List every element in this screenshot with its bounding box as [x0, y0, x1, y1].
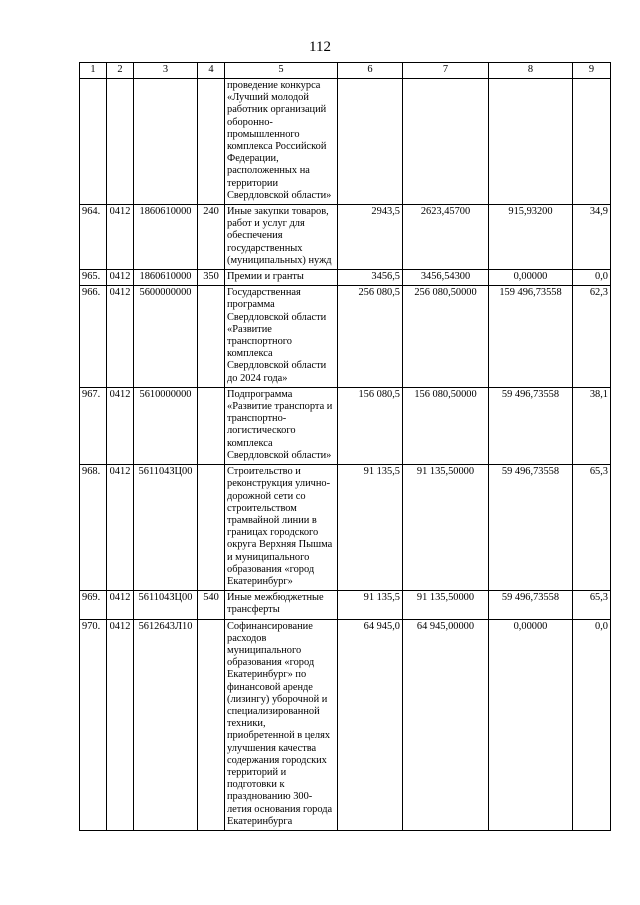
executed-amount — [489, 79, 573, 205]
planned-amount: 91 135,5 — [338, 465, 403, 591]
execution-percent: 34,9 — [573, 205, 611, 270]
item-name: Подпрограмма «Развитие транспорта и транспортно-логистического комплекса Свердловской области» — [225, 387, 338, 464]
execution-percent: 62,3 — [573, 286, 611, 388]
planned-amount: 2943,5 — [338, 205, 403, 270]
row-number — [80, 79, 107, 205]
expense-type-code — [198, 619, 225, 830]
row-number: 964. — [80, 205, 107, 270]
planned-amount: 3456,5 — [338, 270, 403, 286]
item-name: Софинансирование расходов муниципального образования «город Екатеринбург» по финансовой аренде (лизингу) уборочной и специализированной техники, приобретенной в целях улучшения качества содержания городских территорий и подготовки к празднованию 300-летия основания города Екатеринбурга — [225, 619, 338, 830]
table-row — [80, 205, 611, 270]
target-code: 1860610000 — [134, 205, 198, 270]
executed-amount: 59 496,73558 — [489, 387, 573, 464]
section-code: 0412 — [107, 619, 134, 830]
table-row — [80, 79, 611, 205]
col-header: 4 — [198, 63, 225, 79]
approved-amount: 156 080,50000 — [403, 387, 489, 464]
item-name: Иные закупки товаров, работ и услуг для обеспечения государственных (муниципальных) нужд — [225, 205, 338, 270]
item-name: Премии и гранты — [225, 270, 338, 286]
planned-amount — [338, 79, 403, 205]
executed-amount: 159 496,73558 — [489, 286, 573, 388]
item-name: Строительство и реконструкция улично-дорожной сети со строительством трамвайной линии в границах городского округа Верхняя Пышма и муниципального образования «город Екатеринбург» — [225, 465, 338, 591]
target-code: 5600000000 — [134, 286, 198, 388]
expense-type-code: 350 — [198, 270, 225, 286]
approved-amount: 256 080,50000 — [403, 286, 489, 388]
target-code — [134, 79, 198, 205]
row-number: 968. — [80, 465, 107, 591]
target-code: 5612643Л10 — [134, 619, 198, 830]
target-code: 5610000000 — [134, 387, 198, 464]
row-number: 969. — [80, 591, 107, 619]
execution-percent — [573, 79, 611, 205]
approved-amount: 91 135,50000 — [403, 591, 489, 619]
execution-percent: 65,3 — [573, 591, 611, 619]
page-number: 112 — [309, 39, 331, 55]
expense-type-code — [198, 465, 225, 591]
section-code: 0412 — [107, 387, 134, 464]
planned-amount: 156 080,5 — [338, 387, 403, 464]
col-header: 6 — [338, 63, 403, 79]
executed-amount: 59 496,73558 — [489, 591, 573, 619]
section-code — [107, 79, 134, 205]
table-row — [80, 465, 611, 591]
table-row — [80, 619, 611, 830]
expense-type-code — [198, 286, 225, 388]
section-code: 0412 — [107, 205, 134, 270]
planned-amount: 91 135,5 — [338, 591, 403, 619]
col-header: 5 — [225, 63, 338, 79]
table-row — [80, 270, 611, 286]
col-header: 1 — [80, 63, 107, 79]
table-row — [80, 286, 611, 388]
budget-table — [79, 62, 611, 831]
expense-type-code — [198, 79, 225, 205]
target-code: 1860610000 — [134, 270, 198, 286]
target-code: 561104ЗЦ00 — [134, 465, 198, 591]
item-name: Иные межбюджетные трансферты — [225, 591, 338, 619]
approved-amount — [403, 79, 489, 205]
section-code: 0412 — [107, 286, 134, 388]
item-name: Государственная программа Свердловской области «Развитие транспортного комплекса Свердловской области до 2024 года» — [225, 286, 338, 388]
item-name: проведение конкурса «Лучший молодой работник организаций оборонно-промышленного комплекса Российской Федерации, расположенных на территории Свердловской области» — [225, 79, 338, 205]
expense-type-code: 540 — [198, 591, 225, 619]
executed-amount: 0,00000 — [489, 270, 573, 286]
col-header: 9 — [573, 63, 611, 79]
executed-amount: 0,00000 — [489, 619, 573, 830]
table-row — [80, 387, 611, 464]
col-header: 8 — [489, 63, 573, 79]
section-code: 0412 — [107, 591, 134, 619]
execution-percent: 65,3 — [573, 465, 611, 591]
header-row — [80, 63, 611, 79]
approved-amount: 2623,45700 — [403, 205, 489, 270]
executed-amount: 59 496,73558 — [489, 465, 573, 591]
planned-amount: 64 945,0 — [338, 619, 403, 830]
execution-percent: 38,1 — [573, 387, 611, 464]
approved-amount: 91 135,50000 — [403, 465, 489, 591]
col-header: 7 — [403, 63, 489, 79]
col-header: 3 — [134, 63, 198, 79]
execution-percent: 0,0 — [573, 270, 611, 286]
target-code: 561104ЗЦ00 — [134, 591, 198, 619]
table-row — [80, 591, 611, 619]
planned-amount: 256 080,5 — [338, 286, 403, 388]
execution-percent: 0,0 — [573, 619, 611, 830]
row-number: 965. — [80, 270, 107, 286]
expense-type-code: 240 — [198, 205, 225, 270]
approved-amount: 3456,54300 — [403, 270, 489, 286]
expense-type-code — [198, 387, 225, 464]
col-header: 2 — [107, 63, 134, 79]
approved-amount: 64 945,00000 — [403, 619, 489, 830]
section-code: 0412 — [107, 465, 134, 591]
section-code: 0412 — [107, 270, 134, 286]
executed-amount: 915,93200 — [489, 205, 573, 270]
row-number: 967. — [80, 387, 107, 464]
row-number: 970. — [80, 619, 107, 830]
row-number: 966. — [80, 286, 107, 388]
